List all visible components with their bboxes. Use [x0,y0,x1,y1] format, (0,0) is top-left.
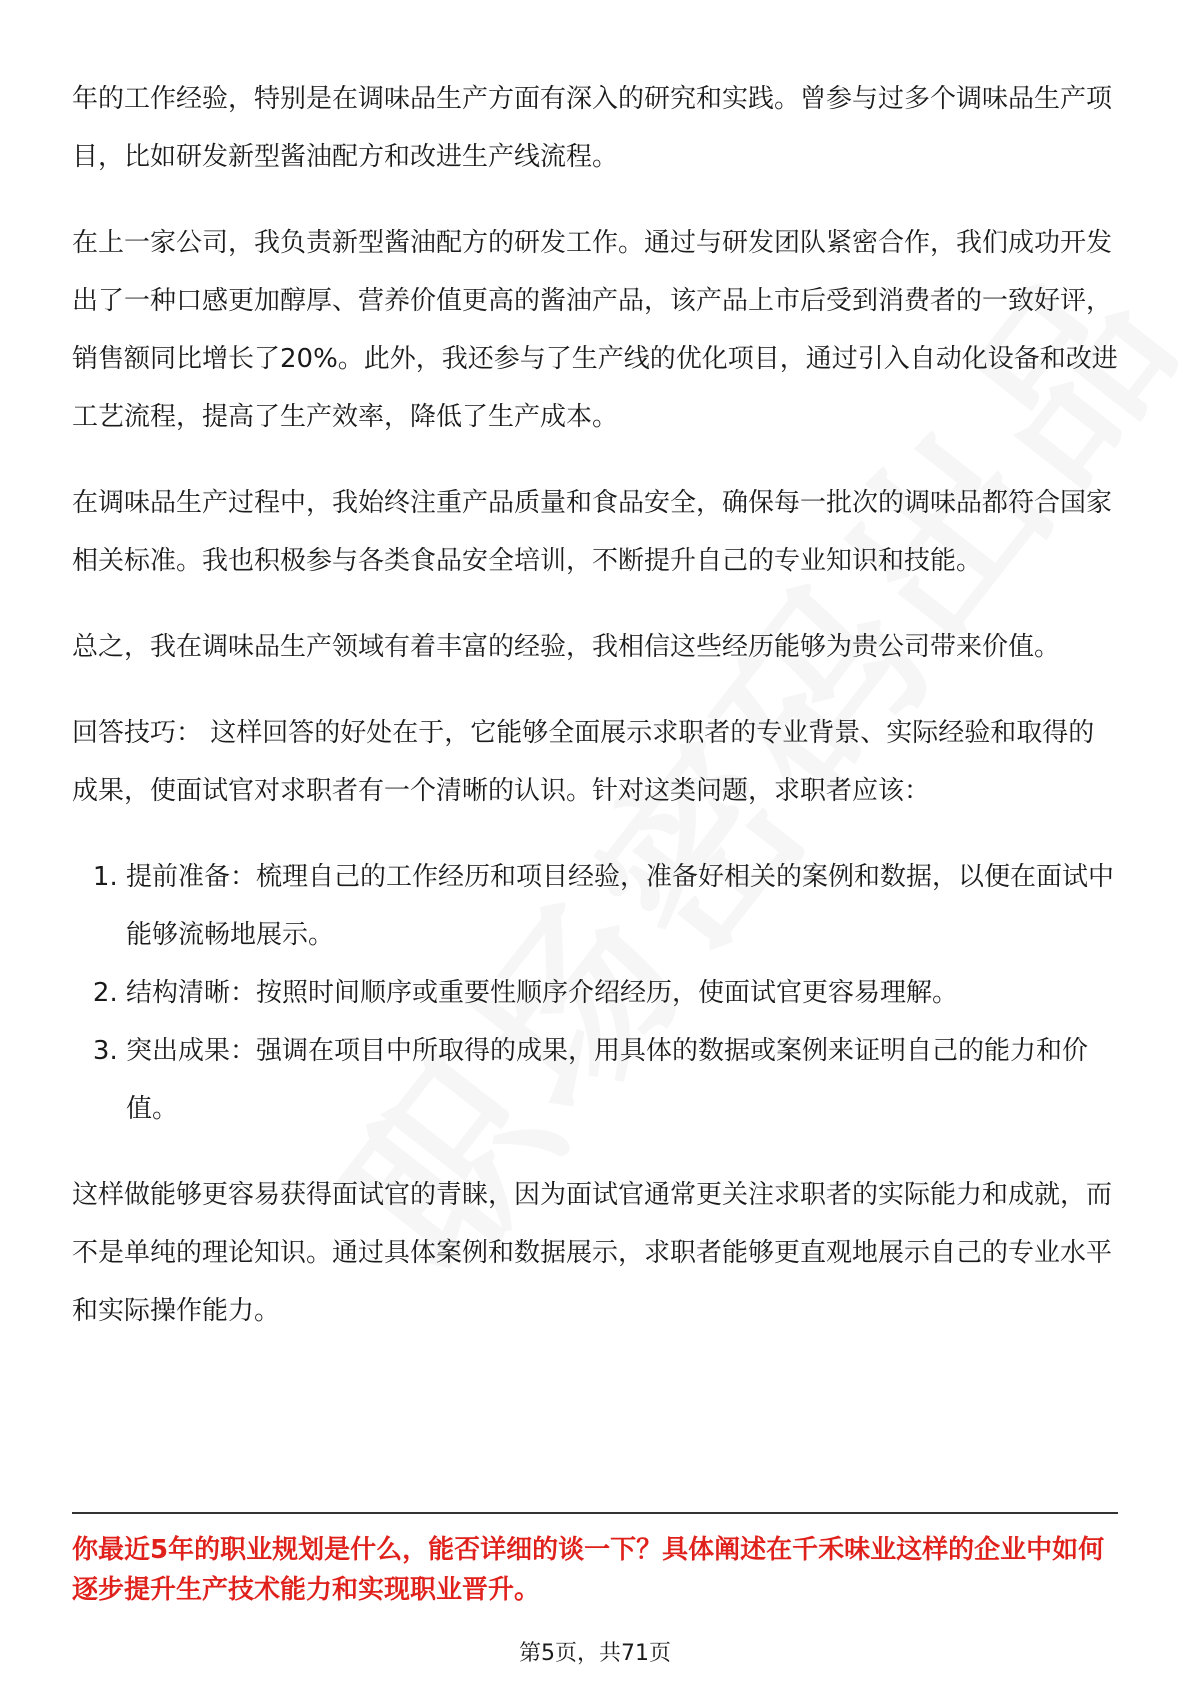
paragraph-previous-company: 在上一家公司，我负责新型酱油配方的研发工作。通过与研发团队紧密合作，我们成功开发出了一种口感更加醇厚、营养价值更高的酱油产品，该产品上市后受到消费者的一致好评，销售额同比增长了20%。此外，我还参与了生产线的优化项目，通过引入自动化设备和改进工艺流程，提高了生产效率，降低了生产成本。 [72,228,1118,432]
list-item: 3. 突出成果：强调在项目中所取得的成果，用具体的数据或案例来证明自己的能力和价值。 [126,1022,1118,1138]
page-number-footer: 第5页，共71页 [519,1641,671,1666]
list-item: 1. 提前准备：梳理自己的工作经历和项目经验，准备好相关的案例和数据，以便在面试中能够流畅地展示。 [126,848,1118,964]
section-divider [72,1512,1118,1514]
paragraph-quality: 在调味品生产过程中，我始终注重产品质量和食品安全，确保每一批次的调味品都符合国家相关标准。我也积极参与各类食品安全培训，不断提升自己的专业知识和技能。 [72,488,1113,576]
paragraph-answer-tips: 回答技巧： 这样回答的好处在于，它能够全面展示求职者的专业背景、实际经验和取得的成果，使面试官对求职者有一个清晰的认识。针对这类问题，求职者应该： [72,718,1095,806]
list-item: 2. 结构清晰：按照时间顺序或重要性顺序介绍经历，使面试官更容易理解。 [126,964,1118,1022]
next-question-heading: 你最近5年的职业规划是什么，能否详细的谈一下？具体阐述在千禾味业这样的企业中如何逐步提升生产技术能力和实现职业晋升。 [72,1535,1105,1605]
paragraph-summary: 总之，我在调味品生产领域有着丰富的经验，我相信这些经历能够为贵公司带来价值。 [72,632,1061,662]
tips-list [72,848,1118,1138]
document-body [72,70,1118,1368]
paragraph-experience: 年的工作经验，特别是在调味品生产方面有深入的研究和实践。曾参与过多个调味品生产项目，比如研发新型酱油配方和改进生产线流程。 [72,84,1113,172]
paragraph-closing: 这样做能够更容易获得面试官的青睐，因为面试官通常更关注求职者的实际能力和成就，而不是单纯的理论知识。通过具体案例和数据展示，求职者能够更直观地展示自己的专业水平和实际操作能力。 [72,1180,1113,1326]
